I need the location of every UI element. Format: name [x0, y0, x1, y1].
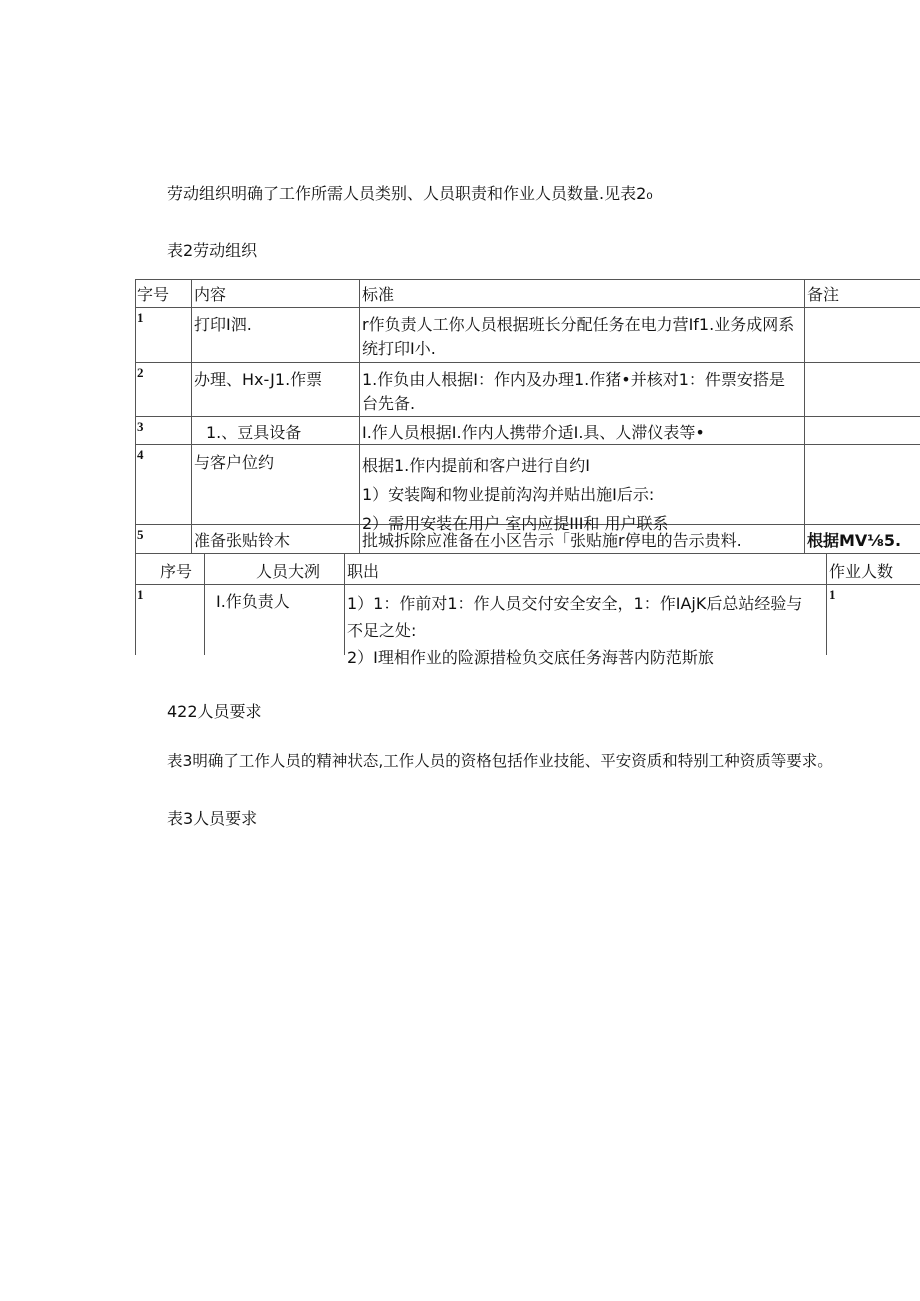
staff-row1-category: I.作负责人 — [216, 592, 290, 611]
table2-row5-note: 根据MV⅛5. — [807, 531, 902, 550]
table2-row4-standard-line: 1）安装陶和物业提前沟沟并贴出施I后示: — [362, 485, 655, 504]
table2-row5-no: 5 — [137, 527, 144, 542]
table2-row1-standard: r作负责人工你人员根据班长分配任务在电力营If1.业务成网系统打印I小. — [362, 315, 795, 358]
intro-paragraph: 劳动组织明确了工作所需人员类别、人员职责和作业人员数量.见表2₀ — [167, 184, 653, 203]
staff-header-no: 序号 — [160, 562, 193, 581]
staff-header-category: 人员大冽 — [256, 562, 321, 581]
table2-row1-content: 打印I泗. — [194, 315, 252, 334]
table2-header-no: 字号 — [137, 285, 170, 304]
table2-row4-content: 与客户位约 — [194, 453, 275, 472]
table2-row4-standard-line: 2）需用安装在用户 室内应提III和 用户联系 — [362, 514, 669, 533]
staff-row1-count: 1 — [829, 587, 836, 602]
table2-row4-standard — [362, 451, 802, 533]
table2-row5-content: 准备张贴铃木 — [194, 531, 291, 550]
table2-row3-content: 1.、豆具设备 — [206, 423, 302, 442]
staff-row1-duty-line: 1）1：作前对1：作人员交付安全安全，1：作IAjK后总站经验与 — [347, 594, 803, 613]
table2-header-content: 内容 — [194, 285, 227, 304]
table2-header-standard: 标准 — [362, 285, 395, 304]
table2-row4-no: 4 — [137, 447, 144, 462]
table2-row5-standard: 批城拆除应准备在小区告示「张贴施r停电的告示贵料. — [362, 531, 742, 550]
table2-header-note: 备注 — [807, 285, 840, 304]
staff-row1-duty-line: 不足之处: — [347, 621, 417, 640]
staff-row1-duty — [347, 590, 823, 667]
staff-row1-no: 1 — [137, 587, 144, 602]
staff-header-duty: 职出 — [347, 562, 380, 581]
staff-header-count: 作业人数 — [829, 562, 894, 581]
table2-caption: 表2劳动组织 — [167, 241, 258, 260]
section-heading: 422人员要求 — [167, 702, 262, 721]
table3-caption: 表3人员要求 — [167, 809, 258, 828]
table2-row2-content: 办理、Hx-J1.作票 — [194, 370, 323, 389]
table2-row1-no: 1 — [137, 310, 144, 325]
table2-row3-no: 3 — [137, 419, 144, 434]
staff-row1-duty-line: 2）I理相作业的险源措检负交底任务海菩内防范斯旅 — [347, 648, 714, 667]
paragraph-table3-intro: 表3明确了工作人员的精神状态,工作人员的资格包括作业技能、平安资质和特别工种资质等要求。 — [167, 752, 833, 770]
table2-row2-no: 2 — [137, 365, 144, 380]
table2-row3-standard: I.作人员根据I.作内人携带介适I.具、人滞仪表等• — [362, 423, 705, 442]
table2-row2-standard: 1.作负由人根据I：作内及办理1.作猪•并核对1：件票安搭是台先备. — [362, 370, 785, 413]
table2-row4-standard-line: 根据1.作内提前和客户进行自约I — [362, 456, 590, 475]
